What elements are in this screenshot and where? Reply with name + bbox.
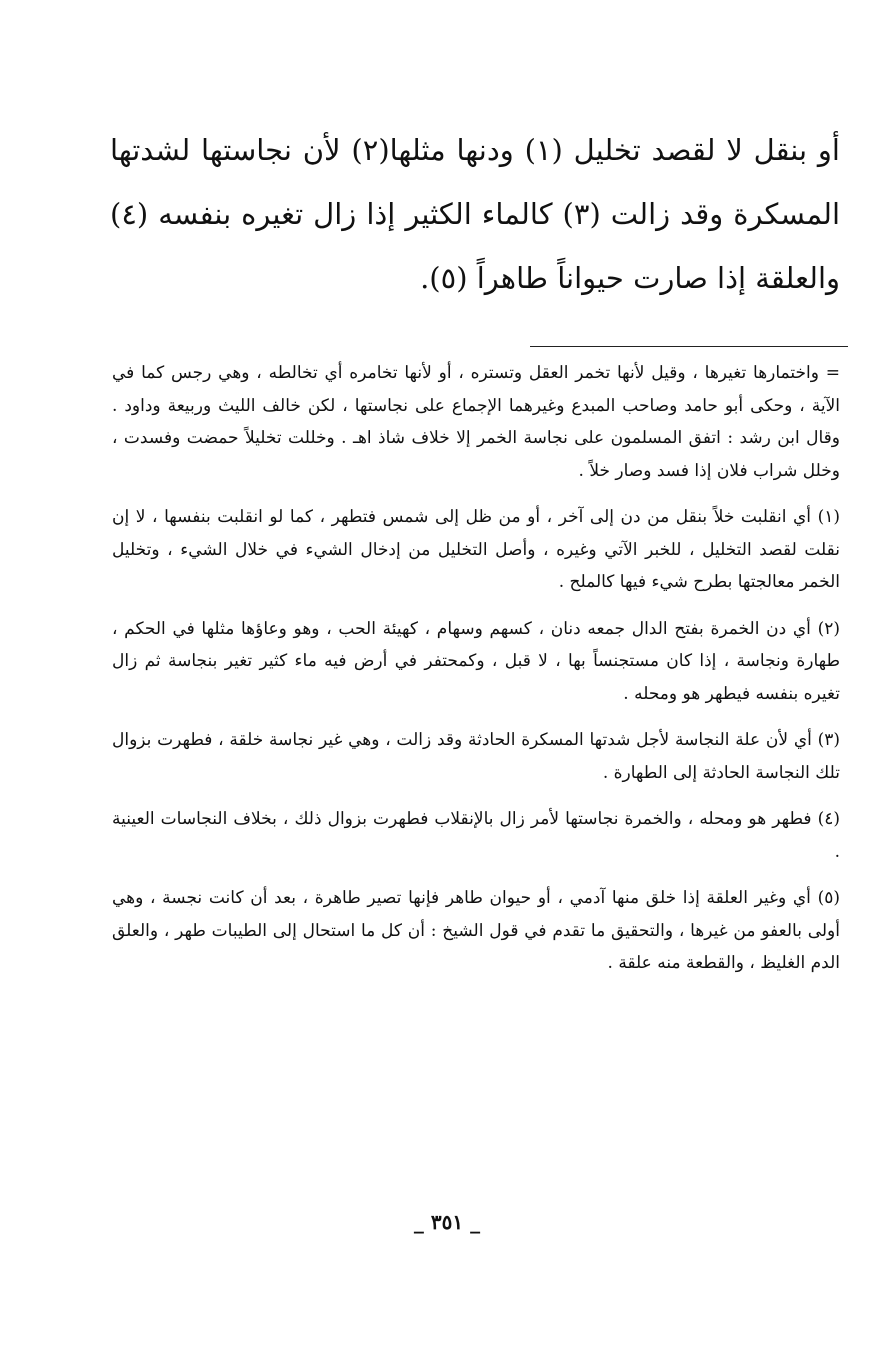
page-number: _ ٣٥١ _ bbox=[413, 1210, 481, 1234]
main-text-line: أو بنقل لا لقصد تخليل (١) ودنها مثلها(٢) لأن نجاستها لشدتها bbox=[110, 133, 840, 167]
footnote-continuation: = واختمارها تغيرها ، وقيل لأنها تخمر العقل وتستره ، أو لأنها تخامره أي تخالطه ، وهي رجس كما في الآية ، وحكى أبو حامد وصاحب المبدع وغيرهما الإجماع على نجاستها ، لكن خالف الليث وربيعة وداود . وقال ابن رشد : اتفق المسلمون على نجاسة الخمر إلا خلاف شاذ اهـ . وخللت تخليلاً حمضت وفسدت ، وخلل شراب فلان إذا فسد وصار خلاً . bbox=[112, 363, 840, 481]
footnote-divider bbox=[530, 346, 848, 347]
footnote-5: (٥) أي وغير العلقة إذا خلق منها آدمي ، أو حيوان طاهر فإنها تصير طاهرة ، بعد أن كانت نجسة ، وهي أولى بالعفو من غيرها ، والتحقيق ما تقدم في قول الشيخ : أن كل ما استحال إلى الطيبات طهر ، والعلق الدم الغليظ ، والقطعة منه علقة . bbox=[112, 888, 840, 973]
footnote-1: (١) أي انقلبت خلاً بنقل من دن إلى آخر ، أو من ظل إلى شمس فتطهر ، كما لو انقلبت بنفسها ، لا إن نقلت لقصد التخليل ، للخبر الآتي وغيره ، وأصل التخليل من إدخال الشيء في خلال الشيء ، وتخليل الخمر معالجتها بطرح شيء فيها كالملح . bbox=[112, 507, 840, 592]
main-text-line: المسكرة وقد زالت (٣) كالماء الكثير إذا زال تغيره بنفسه (٤) bbox=[110, 197, 840, 231]
footnote-4: (٤) فطهر هو ومحله ، والخمرة نجاستها لأمر زال بالإنقلاب فطهرت بزوال ذلك ، بخلاف النجاسات العينية . bbox=[112, 809, 840, 862]
footnotes bbox=[112, 357, 840, 994]
main-text-line: والعلقة إذا صارت حيواناً طاهراً (٥). bbox=[420, 261, 840, 295]
main-text bbox=[110, 118, 840, 310]
footnote-3: (٣) أي لأن علة النجاسة لأجل شدتها المسكرة الحادثة وقد زالت ، وهي غير نجاسة خلقة ، فطهرت بزوال تلك النجاسة الحادثة إلى الطهارة . bbox=[112, 730, 840, 783]
footnote-2: (٢) أي دن الخمرة بفتح الدال جمعه دنان ، كسهم وسهام ، كهيئة الحب ، وهو وعاؤها مثلها في الحكم ، طهارة ونجاسة ، إذا كان مستجنساً بها ، لا قبل ، وكمحتفر في أرض فيه ماء كثير تغير بنجاسة ثم زال تغيره بنفسه فيطهر هو ومحله . bbox=[112, 618, 840, 704]
